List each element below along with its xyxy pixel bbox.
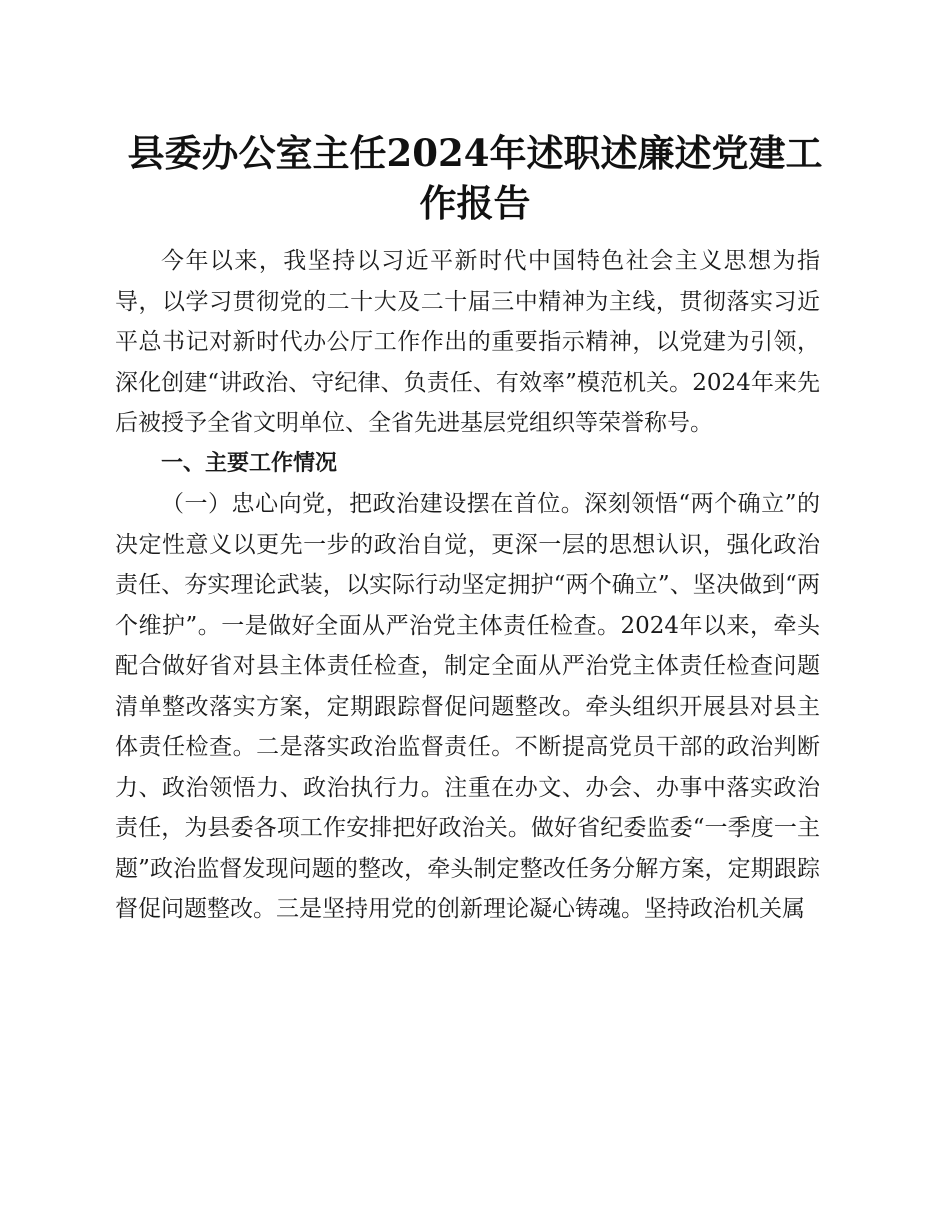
document-title: 县委办公室主任2024年述职述廉述党建工作报告 xyxy=(127,131,823,225)
section-paragraph: （一）忠心向党，把政治建设摆在首位。深刻领悟“两个确立”的决定性意义以更先一步的政治自觉，更深一层的思想认识，强化政治责任、夯实理论武装，以实际行动坚定拥护“两个确立”、坚决做到“两个维护”。一是做好全面从严治党主体责任检查。2024年以来，牵头配合做好省对县主体责任检查，制定全面从严治党主体责任检查问题清单整改落实方案，定期跟踪督促问题整改。牵头组织开展县对县主体责任检查。二是落实政治监督责任。不断提高党员干部的政治判断力、政治领悟力、政治执行力。注重在办文、办会、办事中落实政治责任，为县委各项工作安排把好政治关。做好省纪委监委“一季度一主题”政治监督发现问题的整改，牵头制定整改任务分解方案，定期跟踪督促问题整改。三是坚持用党的创新理论凝心铸魂。坚持政治机关属 xyxy=(115,491,820,922)
document-body xyxy=(115,241,820,930)
intro-paragraph: 今年以来，我坚持以习近平新时代中国特色社会主义思想为指导，以学习贯彻党的二十大及二十届三中精神为主线，贯彻落实习近平总书记对新时代办公厅工作作出的重要指示精神，以党建为引领，深化创建“讲政治、守纪律、负责任、有效率”模范机关。2024年来先后被授予全省文明单位、全省先进基层党组织等荣誉称号。 xyxy=(115,248,820,436)
section-heading: 一、主要工作情况 xyxy=(161,450,338,476)
